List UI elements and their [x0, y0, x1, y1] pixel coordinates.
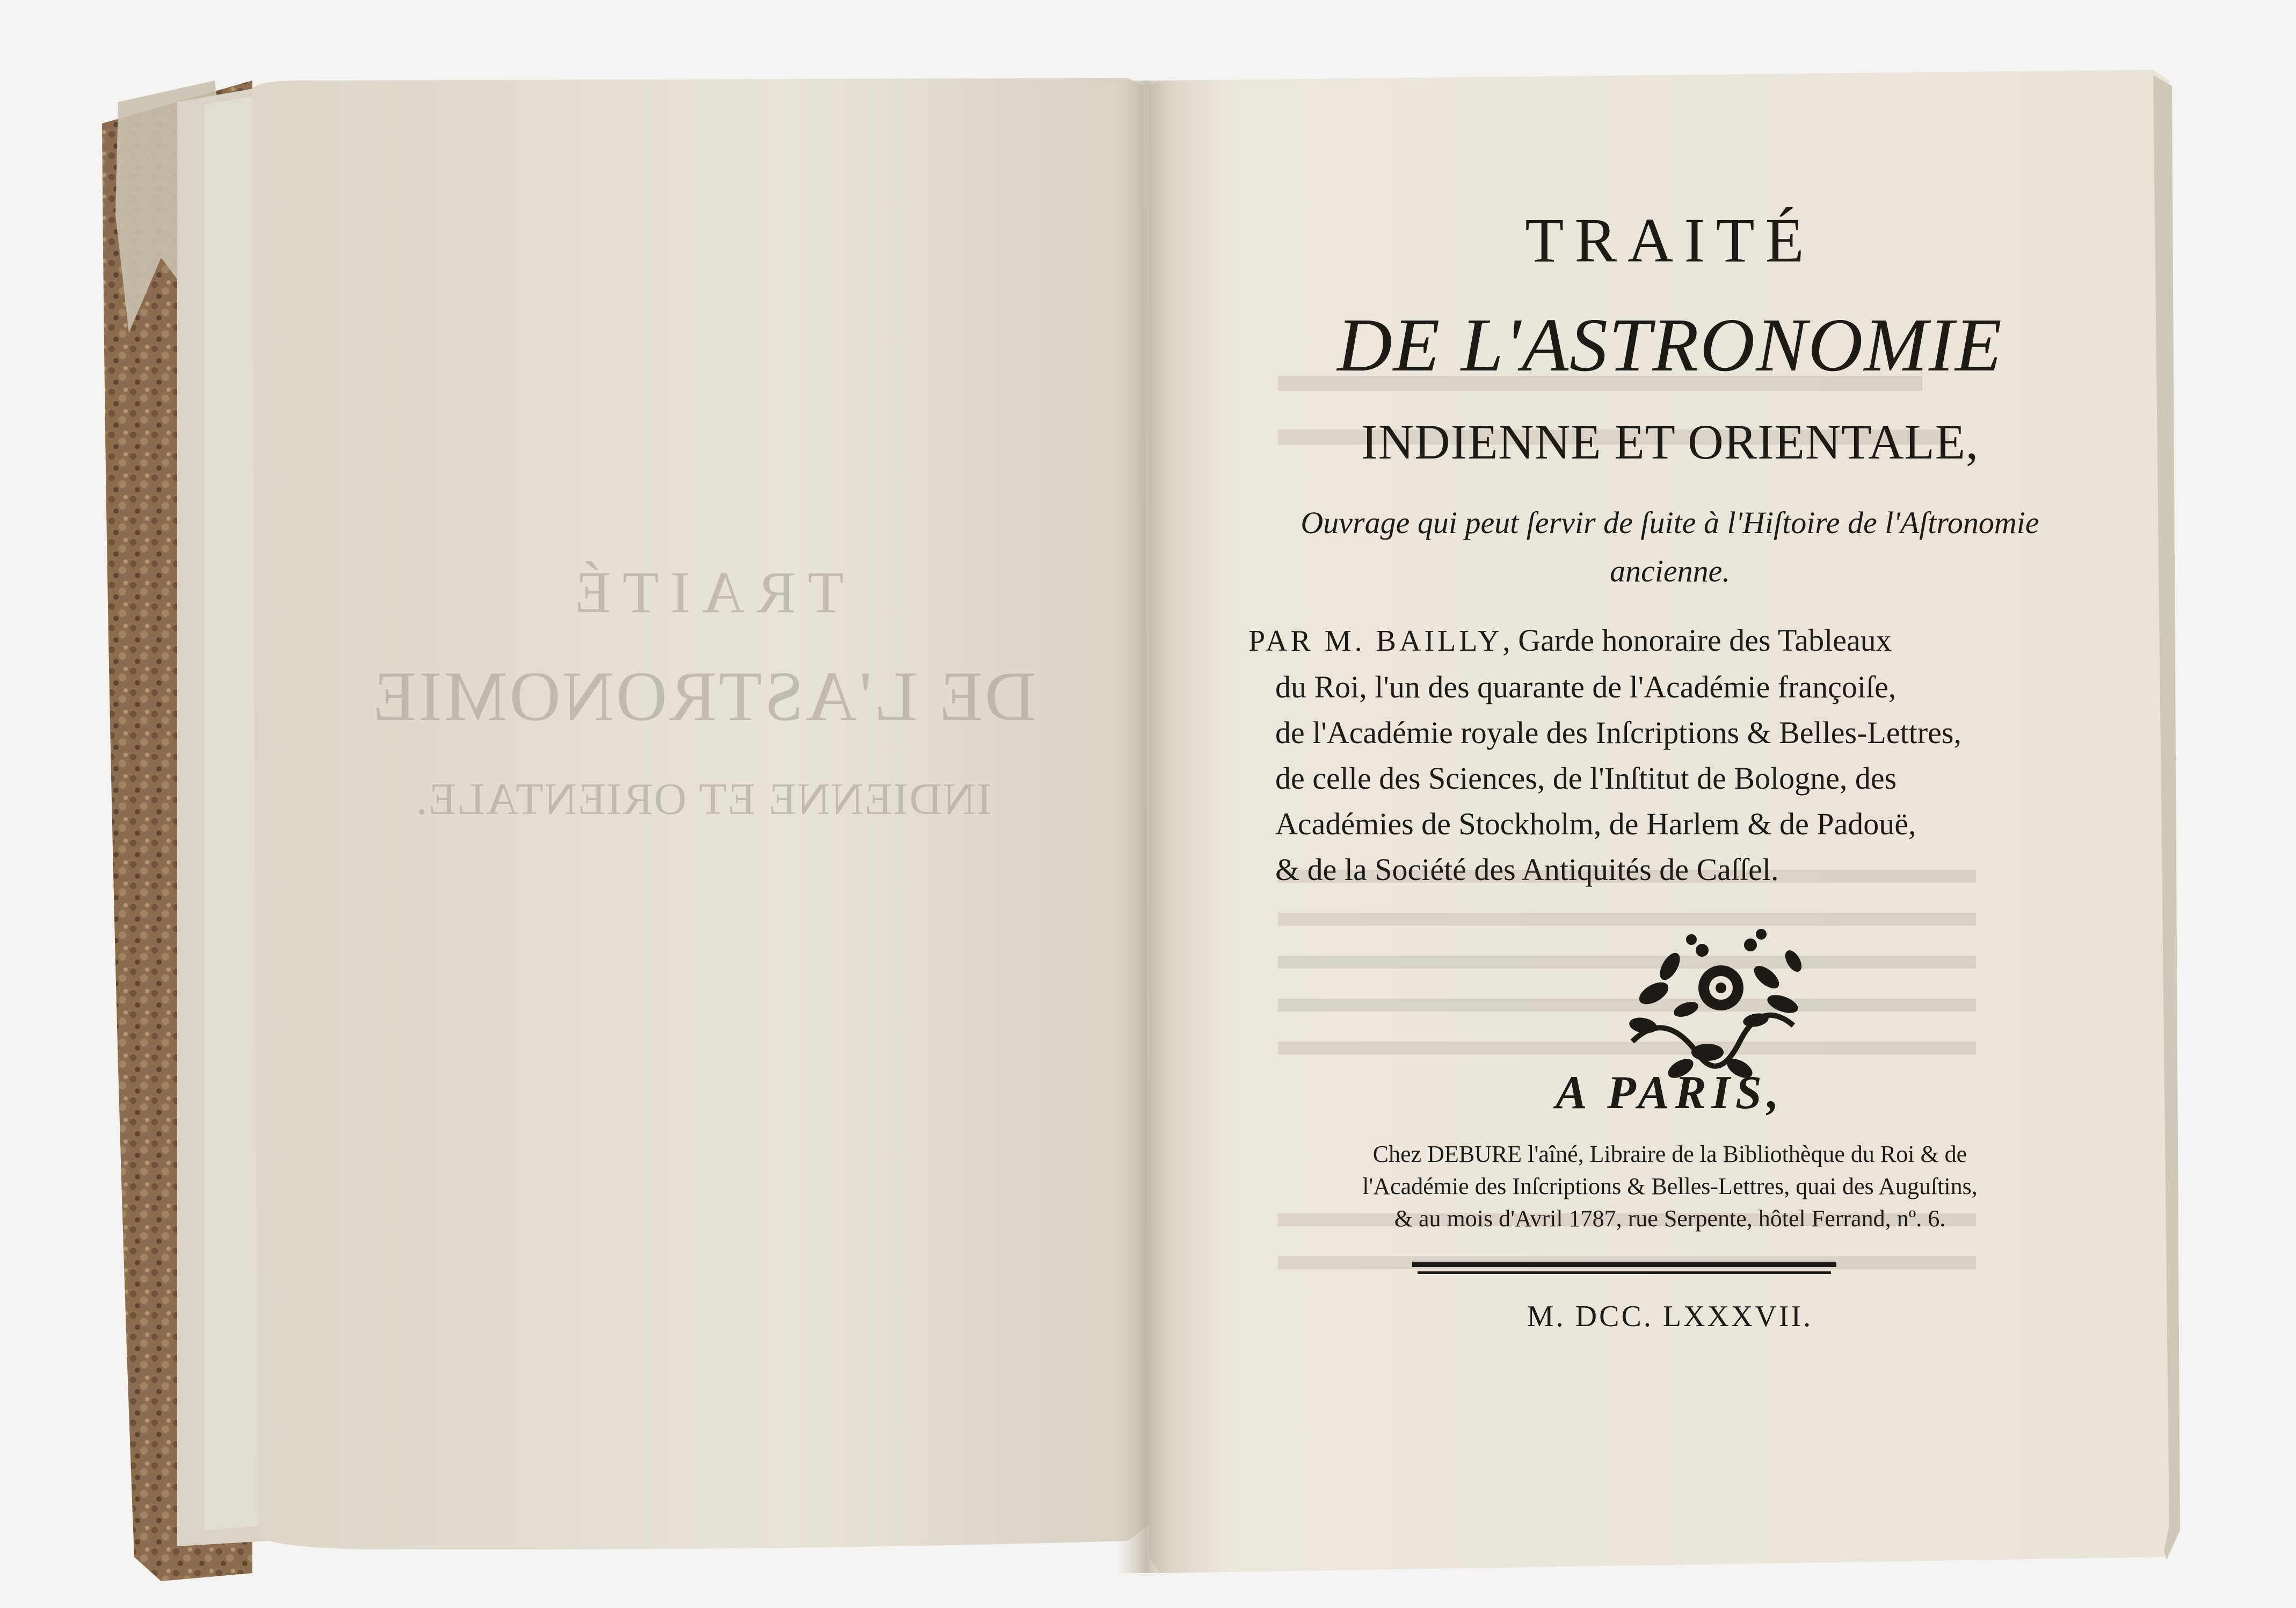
ghost-line-1: TRAITÉ [563, 559, 844, 625]
author-line: de l'Académie royale des Inſcriptions & Belles-Lettres, [1275, 715, 1961, 750]
author-line: de celle des Sciences, de l'Inſtitut de Bologne, des [1275, 761, 1897, 796]
title-line-3: INDIENNE ET ORIENTALE, [1361, 414, 1979, 469]
publisher-line: & au mois d'Avril 1787, rue Serpente, hôtel Ferrand, nº. 6. [1394, 1205, 1946, 1232]
left-page-show-through [268, 0, 1138, 1608]
title-line-2: DE L'ASTRONOMIE [1337, 302, 2003, 387]
title-line-1: TRAITÉ [1525, 205, 1815, 275]
publisher-line: Chez DEBURE l'aîné, Libraire de la Bibliothèque du Roi & de [1372, 1141, 1967, 1167]
author-block [1248, 617, 2086, 892]
imprint-place: A PARIS, [1556, 1067, 1784, 1119]
title-page [1154, 0, 2185, 1608]
publisher-block [1154, 1138, 2185, 1235]
ghost-line-2: DE L'ASTRONOMIE [370, 657, 1036, 736]
publisher-line: l'Académie des Inſcriptions & Belles-Lettres, quai des Auguſtins, [1362, 1173, 1978, 1199]
imprint-date: M. DCC. LXXXVII. [1527, 1300, 1813, 1333]
author-line-first [1248, 617, 2086, 664]
subtitle-line-2: ancienne. [1610, 554, 1730, 588]
author-line: du Roi, l'un des quarante de l'Académie françoiſe, [1275, 670, 1897, 704]
author-title: , Garde honoraire des Tableaux [1502, 623, 1892, 658]
author-name: PAR M. BAILLY [1248, 624, 1503, 658]
subtitle-line-1: Ouvrage qui peut ſervir de ſuite à l'Hiſtoire de l'Aſtronomie [1300, 505, 2039, 540]
ghost-line-3: INDIENNE ET ORIENTALE. [415, 774, 992, 824]
author-line: & de la Société des Antiquités de Caſſel. [1275, 852, 1779, 887]
author-line: Académies de Stockholm, de Harlem & de Padouë, [1275, 806, 1916, 841]
